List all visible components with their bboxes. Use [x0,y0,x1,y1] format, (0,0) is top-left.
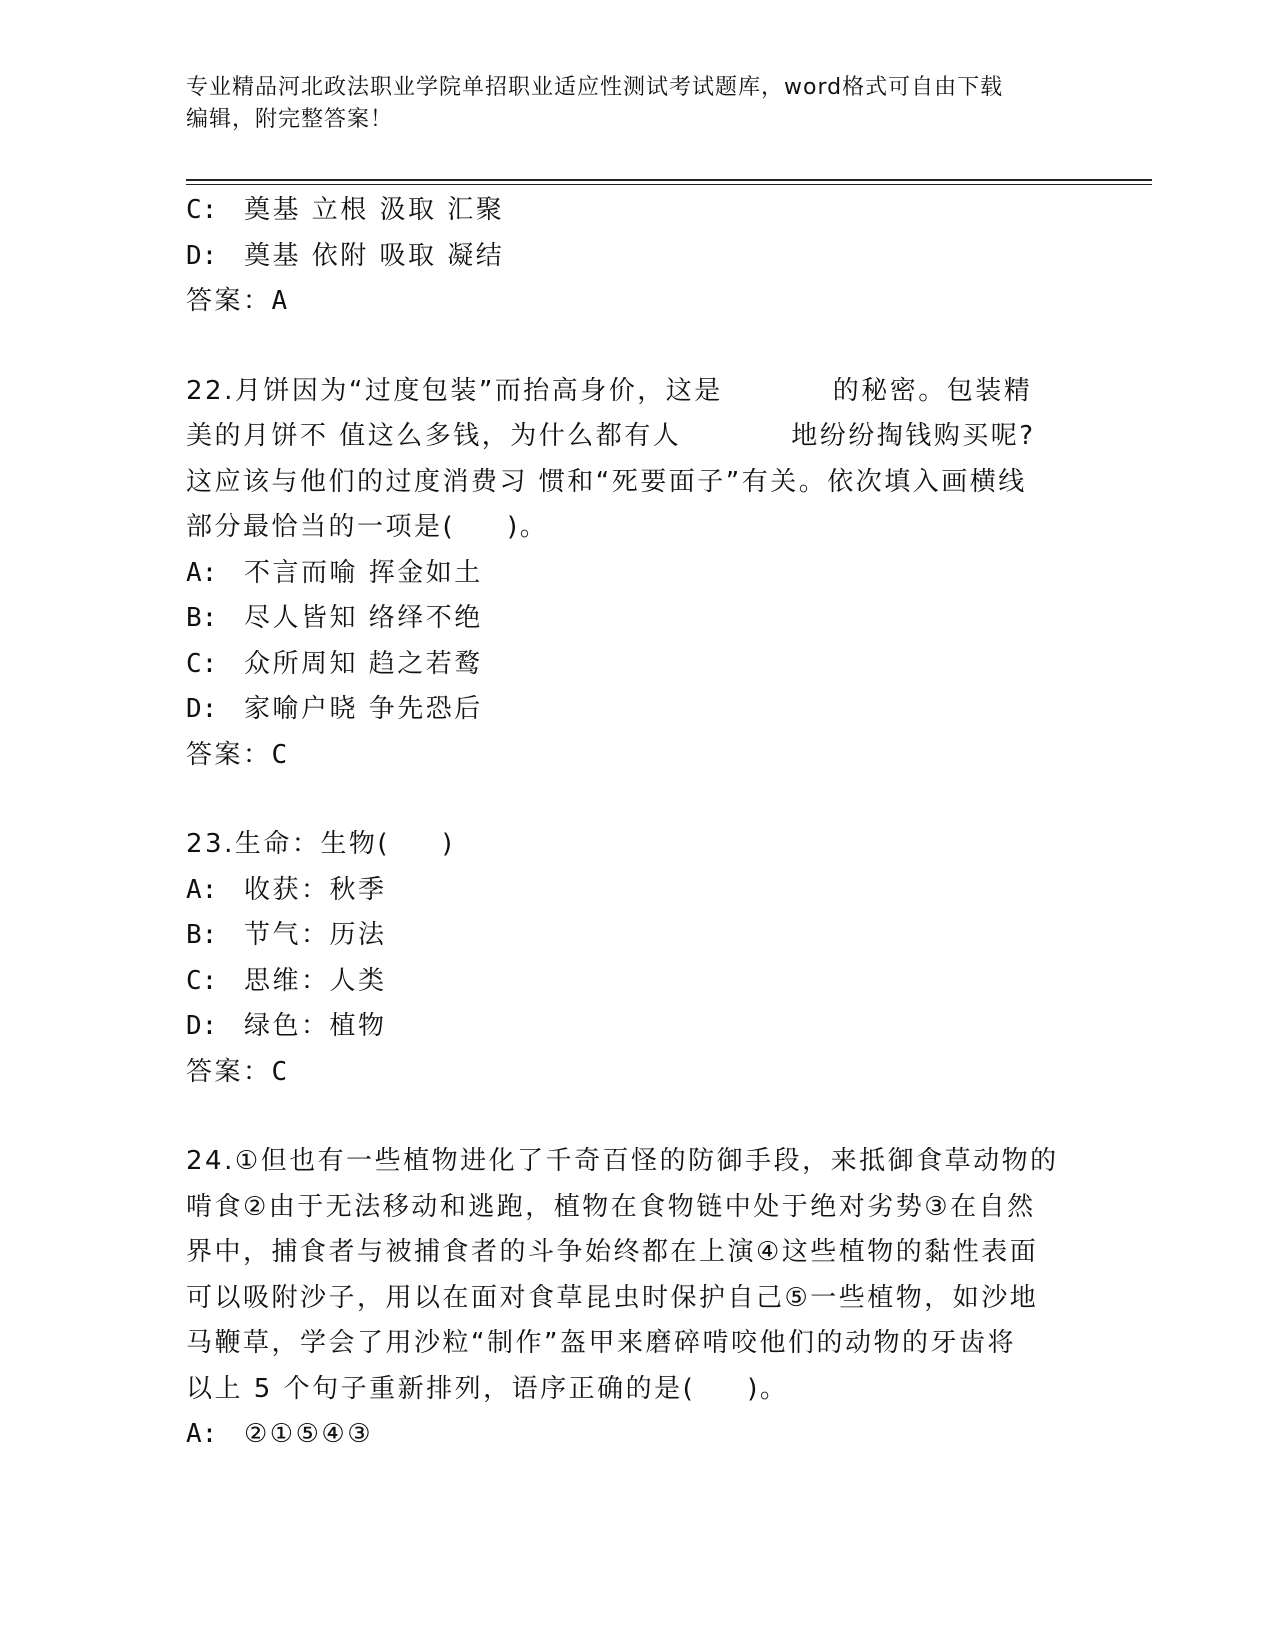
option-letter: B: [186,920,218,950]
option-d [186,1004,1086,1050]
question-stem-line: 美的月饼不 值这么多钱，为什么都有人 地纷纷掏钱购买呢? [186,421,1036,451]
question-stem-line: 24.①但也有一些植物进化了千奇百怪的防御手段，来抵御食草动物的 [186,1146,1059,1176]
exam-content [186,188,1086,1458]
option-letter: D: [186,694,218,724]
option-text: 绿色：植物 [244,1011,387,1041]
option-b [186,596,1086,642]
option-text: 收获：秋季 [244,874,387,905]
header-rule-thick [186,179,1152,181]
option-text: 尽人皆知 络绎不绝 [244,603,483,633]
option-text: 奠基 立根 汲取 汇聚 [244,195,505,225]
answer-value: C [271,1056,290,1087]
question-stem-line: 22.月饼因为“过度包装”而抬高身价，这是 的秘密。包装精 [186,375,1033,406]
option-letter: C: [186,195,218,225]
answer-line [186,1050,1086,1096]
question-stem-line: 23.生命：生物( ) [186,829,455,859]
option-c [186,188,1086,234]
option-text: 节气：历法 [244,920,387,950]
option-c [186,959,1086,1005]
option-letter: D: [186,240,218,271]
page-header [186,72,1076,136]
question-stem-line: 啃食②由于无法移动和逃跑，植物在食物链中处于绝对劣势③在自然 [186,1191,1036,1222]
option-letter: C: [186,965,218,996]
option-text: 不言而喻 挥金如土 [244,557,483,588]
option-text: 家喻户晓 争先恐后 [244,694,483,724]
question-24 [186,1139,1086,1458]
option-c [186,642,1086,688]
option-text: 众所周知 趋之若鹜 [244,648,483,679]
answer-label: 答案： [186,1056,272,1087]
answer-label: 答案： [186,739,272,770]
answer-line [186,279,1086,325]
header-line-2: 编辑，附完整答案！ [186,107,394,132]
option-a [186,1412,1086,1458]
option-text: 思维：人类 [244,965,387,996]
header-rule-thin [186,184,1152,185]
option-letter: D: [186,1011,218,1041]
option-text: ②①⑤④③ [244,1419,374,1449]
option-a [186,551,1086,597]
option-d [186,234,1086,280]
question-23 [186,822,1086,1095]
answer-value: C [271,739,290,770]
question-21 [186,188,1086,325]
question-stem-line: 界中，捕食者与被捕食者的斗争始终都在上演④这些植物的黏性表面 [186,1237,1039,1267]
question-stem-line: 这应该与他们的过度消费习 惯和“死要面子”有关。依次填入画横线 [186,466,1027,497]
answer-line [186,733,1086,779]
answer-label: 答案： [186,286,272,316]
option-letter: B: [186,603,218,633]
answer-value: A [271,286,290,316]
option-a [186,868,1086,914]
option-letter: A: [186,557,218,588]
question-stem-line: 可以吸附沙子，用以在面对食草昆虫时保护自己⑤一些植物，如沙地 [186,1282,1039,1313]
option-letter: A: [186,1419,218,1449]
option-letter: C: [186,648,218,679]
question-stem-line: 以上 5 个句子重新排列，语序正确的是( )。 [186,1373,789,1404]
option-letter: A: [186,874,218,905]
question-stem-line: 马鞭草，学会了用沙粒“制作”盔甲来磨碎啃咬他们的动物的牙齿将 [186,1328,1016,1358]
question-22 [186,369,1086,779]
option-d [186,687,1086,733]
header-line-1: 专业精品河北政法职业学院单招职业适应性测试考试题库，word格式可自由下载 [186,75,1004,100]
option-text: 奠基 依附 吸取 凝结 [244,240,505,271]
question-stem-line: 部分最恰当的一项是( )。 [186,512,549,542]
option-b [186,913,1086,959]
